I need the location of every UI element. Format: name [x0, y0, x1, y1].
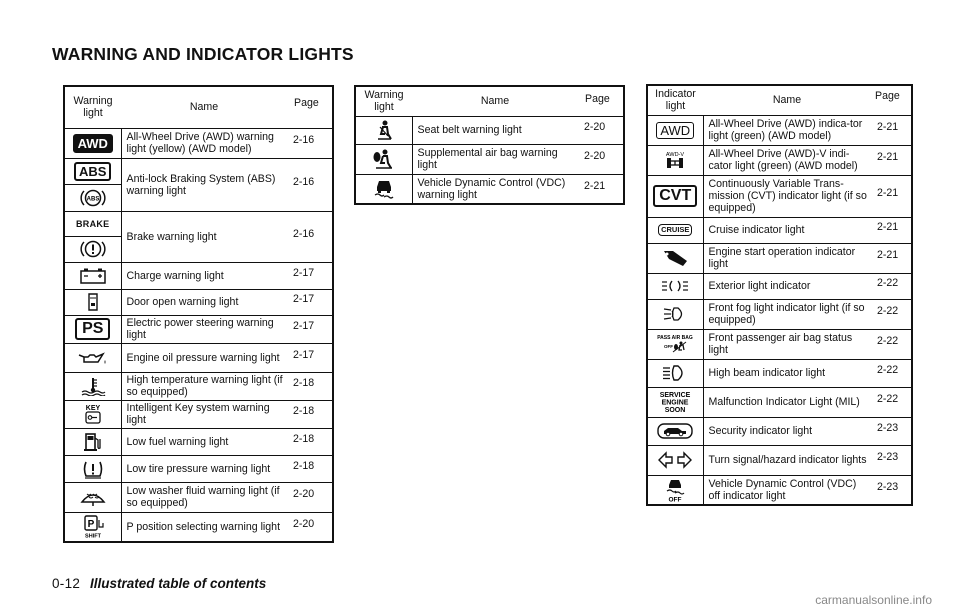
air-bag-icon — [356, 148, 412, 170]
door-open-icon — [65, 292, 121, 312]
oil-pressure-icon — [65, 350, 121, 366]
row-name: Engine oil pressure warning light — [121, 343, 287, 372]
row-page: 2-23 — [877, 480, 899, 493]
row-name: Low tire pressure warning light — [121, 455, 287, 482]
svg-text:KEY: KEY — [85, 405, 100, 412]
table-row — [64, 158, 333, 211]
svg-text:ENGINE: ENGINE — [661, 399, 689, 407]
row-name: Engine start operation indicator light — [703, 243, 871, 273]
row-name: Front passenger air bag status light — [703, 329, 871, 359]
row-name: Seat belt warning light — [412, 116, 578, 144]
header-page: Page — [585, 93, 610, 105]
row-name: Vehicle Dynamic Control (VDC) warning light — [412, 174, 578, 204]
row-name: Door open warning light — [121, 289, 287, 315]
table-row — [647, 217, 912, 243]
row-page: 2-21 — [584, 179, 606, 192]
row-page: 2-16 — [293, 227, 315, 240]
washer-fluid-icon — [65, 487, 121, 507]
table-row — [64, 289, 333, 315]
header-indicator-light: Indicator light — [655, 88, 696, 113]
low-fuel-icon — [65, 432, 121, 452]
row-page: 2-22 — [877, 393, 899, 405]
header-page: Page — [294, 97, 319, 109]
row-page: 2-20 — [293, 517, 315, 530]
header-name: Name — [772, 94, 802, 107]
table-row — [647, 175, 912, 217]
warning-lights-table-2 — [354, 85, 625, 205]
passenger-airbag-icon — [648, 333, 703, 355]
header-name: Name — [189, 101, 219, 114]
row-page: 2-17 — [293, 320, 315, 332]
table-row — [355, 174, 624, 204]
row-name: Intelligent Key system warning light — [121, 400, 287, 428]
row-page: 2-22 — [877, 364, 899, 376]
page-number: 0-12 — [52, 576, 81, 591]
exterior-light-icon — [648, 278, 703, 294]
row-name: Cruise indicator light — [703, 217, 871, 243]
watermark: carmanualsonline.info — [815, 593, 932, 607]
row-name: All-Wheel Drive (AWD) warning light (yellow) (AWD model) — [121, 128, 287, 158]
row-name: Low fuel warning light — [121, 428, 287, 455]
abs-warning-icon: ABS ABS — [65, 159, 121, 211]
row-page: 2-21 — [877, 121, 899, 133]
header-page: Page — [875, 90, 900, 102]
engine-start-icon — [648, 247, 703, 269]
row-page: 2-21 — [877, 249, 899, 261]
high-beam-icon — [648, 364, 703, 382]
table-row — [64, 128, 333, 158]
header-name: Name — [480, 95, 510, 108]
row-name: Brake warning light — [121, 211, 287, 262]
row-name: Front fog light indicator light (if so equipped) — [703, 299, 871, 329]
row-page: 2-21 — [877, 221, 899, 233]
table-row — [647, 115, 912, 145]
page-footer — [52, 576, 266, 591]
table-row — [647, 359, 912, 387]
row-page: 2-18 — [293, 405, 315, 417]
row-page: 2-17 — [293, 348, 315, 361]
row-name: Electric power steering warning light — [121, 315, 287, 343]
table-row — [64, 262, 333, 289]
table-row — [647, 273, 912, 299]
table-row — [355, 144, 624, 174]
svg-text:P: P — [87, 518, 95, 530]
table-row — [647, 387, 912, 417]
row-name: P position selecting warning light — [121, 512, 287, 542]
svg-text:SOON: SOON — [664, 407, 686, 414]
table-row — [64, 211, 333, 262]
cvt-indicator-icon: CVT — [648, 185, 703, 207]
front-fog-icon — [648, 305, 703, 323]
row-page: 2-18 — [293, 432, 315, 445]
row-page: 2-21 — [877, 187, 899, 199]
brake-warning-icon: BRAKE — [65, 212, 121, 262]
svg-text:PASS AIR BAG: PASS AIR BAG — [657, 335, 694, 341]
row-name: Anti-lock Braking System (ABS) warning light — [121, 158, 287, 211]
tire-pressure-icon — [65, 459, 121, 479]
header-warning-light: Warning light — [73, 95, 113, 120]
page-title: WARNING AND INDICATOR LIGHTS — [52, 44, 354, 64]
row-name: All-Wheel Drive (AWD) indica-tor light (green) (AWD model) — [703, 115, 871, 145]
row-page: 2-22 — [877, 277, 899, 289]
row-page: 2-23 — [877, 451, 899, 463]
seat-belt-icon — [356, 119, 412, 141]
row-name: Continuously Variable Trans-mission (CVT) indicator light (if so equipped) — [703, 175, 871, 217]
row-page: 2-18 — [293, 377, 315, 389]
table-row — [64, 400, 333, 428]
table-row — [647, 299, 912, 329]
intelligent-key-icon — [65, 403, 121, 425]
security-indicator-icon — [648, 422, 703, 440]
cruise-indicator-icon: CRUISE — [648, 224, 703, 236]
section-title: Illustrated table of contents — [90, 576, 267, 591]
row-page: 2-22 — [877, 335, 899, 347]
row-page: 2-17 — [293, 293, 315, 305]
row-name: High temperature warning light (if so equipped) — [121, 372, 287, 400]
row-name: Security indicator light — [703, 417, 871, 445]
vdc-off-icon — [648, 477, 703, 503]
row-page: 2-21 — [877, 151, 899, 163]
row-page: 2-16 — [293, 134, 315, 146]
svg-text:OFF: OFF — [668, 496, 682, 503]
row-page: 2-16 — [293, 175, 315, 188]
table-row — [647, 145, 912, 175]
row-name: High beam indicator light — [703, 359, 871, 387]
row-name: Exterior light indicator — [703, 273, 871, 299]
row-page: 2-18 — [293, 459, 315, 472]
row-page: 2-20 — [293, 488, 315, 500]
table-row — [64, 372, 333, 400]
vdc-icon — [356, 178, 412, 200]
row-name: Vehicle Dynamic Control (VDC) off indicator light — [703, 475, 871, 505]
indicator-lights-table — [646, 84, 913, 506]
svg-text:OFF: OFF — [664, 344, 674, 349]
row-page: 2-22 — [877, 305, 899, 317]
svg-text:SHIFT: SHIFT — [84, 533, 101, 539]
table-row — [64, 343, 333, 372]
table-row — [64, 482, 333, 512]
svg-text:AWD-V: AWD-V — [666, 152, 685, 158]
row-page: 2-23 — [877, 422, 899, 434]
table-row — [64, 428, 333, 455]
row-page: 2-20 — [584, 121, 606, 133]
row-name: Malfunction Indicator Light (MIL) — [703, 387, 871, 417]
awd-indicator-icon: AWD — [648, 122, 703, 139]
awd-warning-icon: AWD — [65, 134, 121, 153]
table-row — [64, 512, 333, 542]
table-row — [647, 445, 912, 475]
svg-text:ABS: ABS — [86, 196, 100, 203]
svg-text:SERVICE: SERVICE — [659, 392, 691, 399]
table-row — [647, 243, 912, 273]
battery-charge-icon — [65, 267, 121, 285]
service-engine-icon — [648, 390, 703, 414]
row-name: Low washer fluid warning light (if so equipped) — [121, 482, 287, 512]
row-name: Turn signal/hazard indicator lights — [703, 445, 871, 475]
row-name: All-Wheel Drive (AWD)-V indi-cator light (green) (AWD model) — [703, 145, 871, 175]
row-name: Charge warning light — [121, 262, 287, 289]
table-row — [64, 455, 333, 482]
power-steering-icon: PS — [65, 318, 121, 340]
table-row — [647, 329, 912, 359]
warning-lights-table-1 — [63, 85, 334, 543]
awd-v-indicator-icon — [648, 149, 703, 171]
table-row — [647, 417, 912, 445]
table-row — [355, 116, 624, 144]
header-warning-light: Warning light — [364, 89, 404, 114]
high-temperature-icon — [65, 376, 121, 396]
p-position-icon — [65, 515, 121, 539]
row-name: Supplemental air bag warning light — [412, 144, 578, 174]
turn-signal-icon — [648, 451, 703, 469]
row-page: 2-20 — [584, 150, 606, 162]
table-row — [647, 475, 912, 505]
table-row — [64, 315, 333, 343]
row-page: 2-17 — [293, 266, 315, 279]
